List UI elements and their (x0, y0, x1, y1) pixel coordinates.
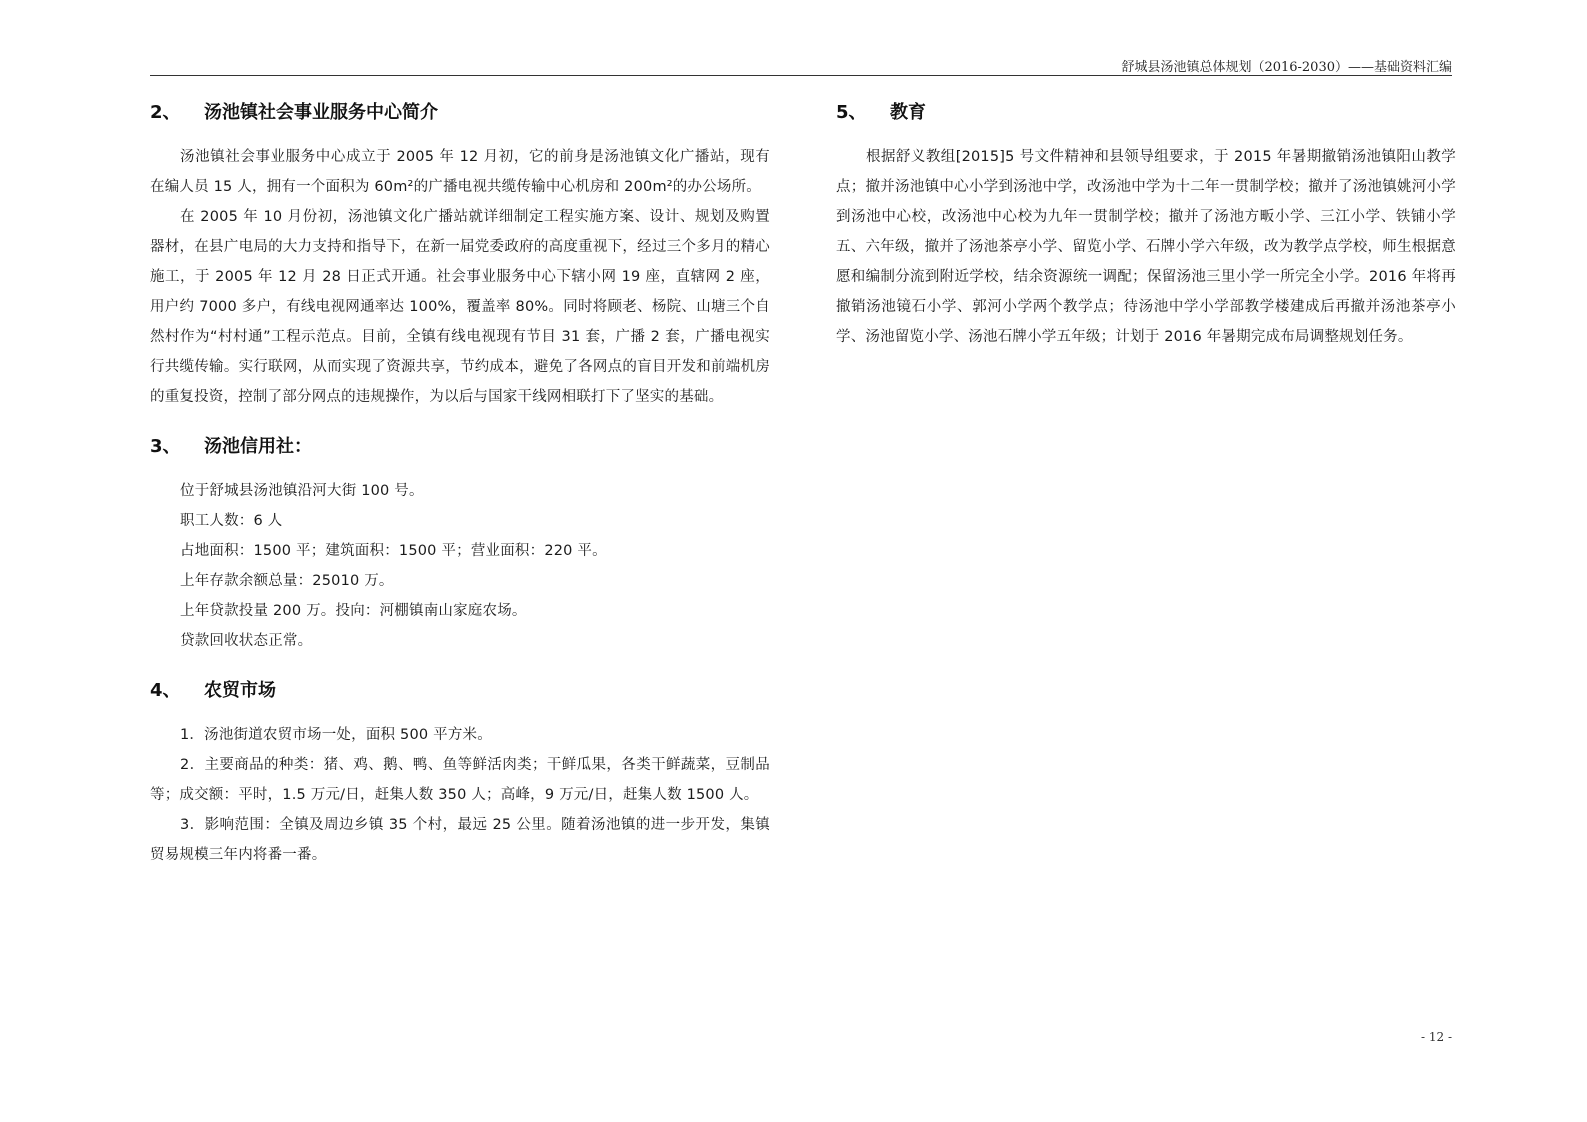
section-3 (150, 430, 770, 656)
info-line: 职工人数：6 人 (180, 513, 283, 529)
section-number: 4、 (150, 680, 181, 701)
paragraph: 2．主要商品的种类：猪、鸡、鹅、鸭、鱼等鲜活肉类；干鲜瓜果，各类干鲜蔬菜，豆制品等；成交额：平时，1.5 万元/日，赶集人数 350 人；高峰，9 万元/日，赶集人数 1500 人。 (150, 757, 770, 803)
section-heading (150, 430, 770, 460)
page-number: - 12 - (1420, 1030, 1452, 1044)
info-line: 上年存款余额总量：25010 万。 (180, 573, 394, 589)
info-line: 占地面积：1500 平；建筑面积：1500 平；营业面积：220 平。 (180, 543, 607, 559)
section-heading (150, 96, 770, 126)
info-line: 上年贷款投量 200 万。投向：河棚镇南山家庭农场。 (180, 603, 527, 619)
paragraph: 根据舒义教组[2015]5 号文件精神和县领导组要求，于 2015 年暑期撤销汤池镇阳山教学点；撤并汤池镇中心小学到汤池中学，改汤池中学为十二年一贯制学校；撤并了汤池镇姚河小学到汤池中心校，改汤池中心校为九年一贯制学校；撤并了汤池方畈小学、三江小学、铁铺小学五、六年级，撤并了汤池茶亭小学、留览小学、石牌小学六年级，改为教学点学校，师生根据意愿和编制分流到附近学校，结余资源统一调配；保留汤池三里小学一所完全小学。2016 年将再撤销汤池镜石小学、郭河小学两个教学点；待汤池中学小学部教学楼建成后再撤并汤池茶亭小学、汤池留览小学、汤池石牌小学五年级；计划于 2016 年暑期完成布局调整规划任务。 (836, 149, 1456, 345)
header-rule (150, 75, 1452, 76)
info-line: 贷款回收状态正常。 (180, 633, 313, 649)
section-2 (150, 96, 770, 412)
info-line: 位于舒城县汤池镇沿河大街 100 号。 (180, 483, 424, 499)
section-5 (836, 96, 1456, 352)
right-column (836, 96, 1456, 358)
section-number: 2、 (150, 102, 181, 123)
paragraph: 3．影响范围：全镇及周边乡镇 35 个村，最远 25 公里。随着汤池镇的进一步开发，集镇贸易规模三年内将番一番。 (150, 817, 770, 863)
paragraph: 在 2005 年 10 月份初，汤池镇文化广播站就详细制定工程实施方案、设计、规划及购置器材，在县广电局的大力支持和指导下，在新一届党委政府的高度重视下，经过三个多月的精心施工，于 2005 年 12 月 28 日正式开通。社会事业服务中心下辖小网 19 座，直辖网 2 座，用户约 7000 多户，有线电视网通率达 100%，覆盖率 80%。同时将顾老、杨院、山塘三个自然村作为“村村通”工程示范点。目前，全镇有线电视现有节目 31 套，广播 2 套，广播电视实行共缆传输。实行联网，从而实现了资源共享，节约成本，避免了各网点的盲目开发和前端机房的重复投资，控制了部分网点的违规操作，为以后与国家干线网相联打下了坚实的基础。 (150, 209, 770, 405)
section-number: 5、 (836, 102, 867, 123)
section-heading (836, 96, 1456, 126)
left-column (150, 96, 770, 876)
section-4 (150, 674, 770, 870)
section-number: 3、 (150, 436, 181, 457)
section-title: 农贸市场 (204, 680, 276, 701)
paragraph: 汤池镇社会事业服务中心成立于 2005 年 12 月初，它的前身是汤池镇文化广播站，现有在编人员 15 人，拥有一个面积为 60m²的广播电视共缆传输中心机房和 200m²的办公场所。 (150, 149, 770, 195)
section-title: 汤池镇社会事业服务中心简介 (204, 102, 438, 123)
section-heading (150, 674, 770, 704)
page-header: 舒城县汤池镇总体规划（2016-2030）——基础资料汇编 (1121, 60, 1452, 75)
section-title: 教育 (890, 102, 926, 123)
section-title: 汤池信用社： (204, 436, 312, 457)
paragraph: 1．汤池街道农贸市场一处，面积 500 平方米。 (180, 727, 492, 743)
